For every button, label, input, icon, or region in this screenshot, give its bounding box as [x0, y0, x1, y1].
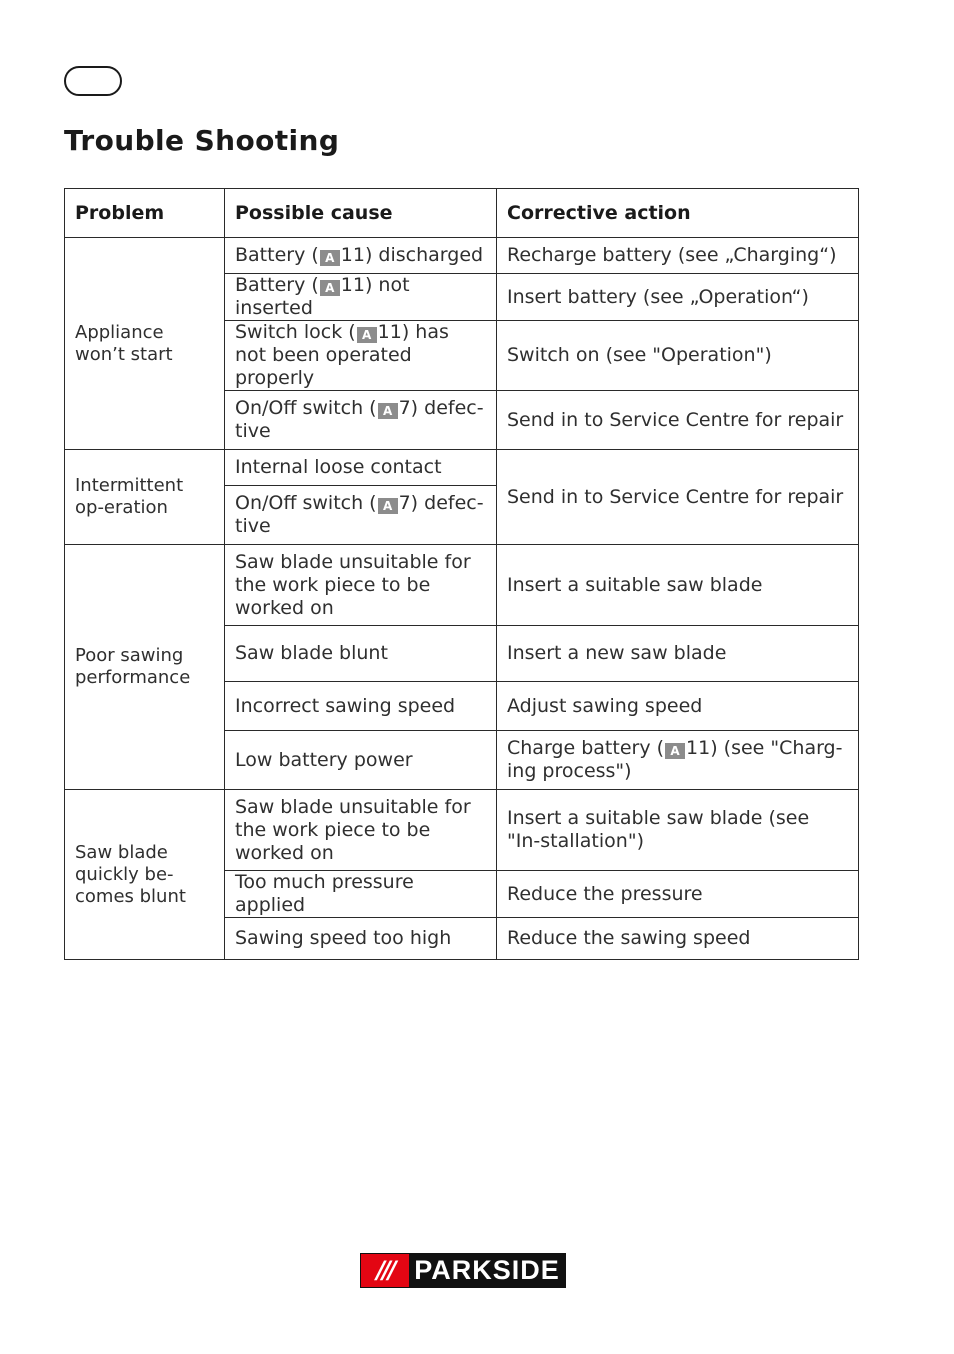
action-cell: Adjust sawing speed [497, 682, 859, 731]
action-cell: Send in to Service Centre for repair [497, 391, 859, 450]
action-cell: Switch on (see "Operation") [497, 321, 859, 391]
cause-cell: Internal loose contact [225, 450, 497, 486]
logo-text: PARKSIDE [414, 1255, 560, 1285]
cause-cell: On/Off switch ( A 7) defec-tive [225, 486, 497, 545]
cause-cell: Battery ( A 11) discharged [225, 238, 497, 274]
action-cell: Reduce the pressure [497, 871, 859, 918]
problem-cell: Appliance won’t start [65, 238, 225, 450]
action-cell: Send in to Service Centre for repair [497, 450, 859, 545]
figure-a-icon: A [320, 280, 340, 296]
parkside-logo [360, 1253, 566, 1288]
action-cell: Recharge battery (see „Charging“) [497, 238, 859, 274]
action-cell: Insert a new saw blade [497, 626, 859, 682]
language-badge [64, 66, 122, 96]
cause-cell: Low battery power [225, 731, 497, 790]
figure-a-icon: A [357, 327, 377, 343]
table-row [65, 545, 859, 626]
table-row [65, 238, 859, 274]
cause-cell: Saw blade blunt [225, 626, 497, 682]
cause-cell: On/Off switch ( A 7) defec-tive [225, 391, 497, 450]
cause-cell: Switch lock ( A 11) has not been operated properly [225, 321, 497, 391]
header-problem: Problem [65, 189, 225, 238]
action-cell: Reduce the sawing speed [497, 918, 859, 960]
cause-cell: Saw blade unsuitable for the work piece to be worked on [225, 790, 497, 871]
table-row [65, 450, 859, 486]
troubleshooting-table [64, 188, 859, 960]
table-row [65, 790, 859, 871]
table-header-row [65, 189, 859, 238]
figure-a-icon: A [665, 743, 685, 759]
cause-cell: Incorrect sawing speed [225, 682, 497, 731]
action-cell: Insert a suitable saw blade [497, 545, 859, 626]
figure-a-icon: A [320, 250, 340, 266]
figure-a-icon: A [378, 403, 398, 419]
cause-cell: Saw blade unsuitable for the work piece to be worked on [225, 545, 497, 626]
page-title: Trouble Shooting [64, 124, 340, 157]
action-cell: Insert battery (see „Operation“) [497, 274, 859, 321]
problem-cell: Saw blade quickly be-comes blunt [65, 790, 225, 960]
cause-cell: Too much pressure applied [225, 871, 497, 918]
cause-cell: Sawing speed too high [225, 918, 497, 960]
action-cell: Insert a suitable saw blade (see "In-stallation") [497, 790, 859, 871]
problem-cell: Intermittent op-eration [65, 450, 225, 545]
header-corrective-action: Corrective action [497, 189, 859, 238]
figure-a-icon: A [378, 498, 398, 514]
action-cell: Charge battery ( A 11) (see "Charg-ing process") [497, 731, 859, 790]
logo-slashes-icon: /// [361, 1254, 409, 1287]
header-possible-cause: Possible cause [225, 189, 497, 238]
problem-cell: Poor sawing performance [65, 545, 225, 790]
cause-cell: Battery ( A 11) not inserted [225, 274, 497, 321]
